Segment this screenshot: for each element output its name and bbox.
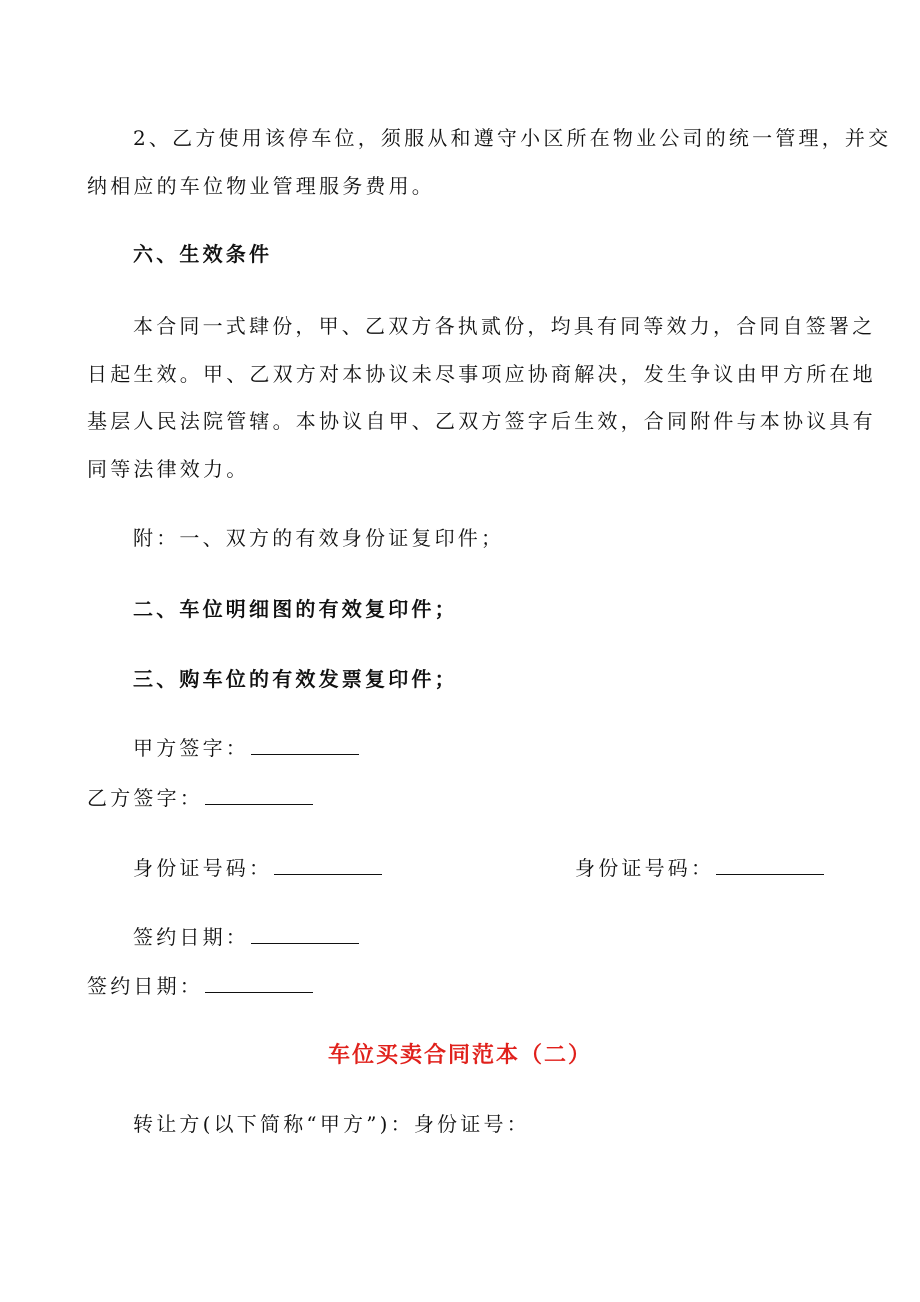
party-a-signature-label: 甲方签字： (133, 736, 249, 760)
sign-date-b-label: 签约日期： (87, 974, 203, 998)
clause-2-line-1: 2、乙方使用该停车位，须服从和遵守小区所在物业公司的统一管理，并交 (133, 126, 892, 150)
sign-date-a-label: 签约日期： (133, 925, 249, 949)
section-6-heading: 六、生效条件 (133, 242, 273, 266)
clause-2-line-2: 纳相应的车位物业管理服务费用。 (87, 174, 435, 198)
section-6-line-1: 本合同一式肆份，甲、乙双方各执贰份，均具有同等效力，合同自签署之 (133, 314, 876, 338)
party-a-signature-blank (251, 736, 359, 755)
section-6-line-3: 基层人民法院管辖。本协议自甲、乙双方签字后生效，合同附件与本协议具有 (87, 409, 876, 433)
section-6-line-2: 日起生效。甲、乙双方对本协议未尽事项应协商解决，发生争议由甲方所在地 (87, 362, 876, 386)
party-b-signature-row (87, 784, 313, 812)
sign-date-b-row (87, 972, 313, 1000)
id-number-a-label: 身份证号码： (133, 856, 273, 880)
attachment-item-3: 三、购车位的有效发票复印件； (133, 667, 458, 691)
party-a-signature-row (133, 734, 359, 762)
party-b-signature-blank (205, 786, 313, 805)
id-number-b-label: 身份证号码： (575, 856, 715, 880)
sign-date-b-blank (205, 974, 313, 993)
section-6-line-4: 同等法律效力。 (87, 457, 250, 481)
id-number-b-blank (716, 856, 824, 875)
party-b-signature-label: 乙方签字： (87, 786, 203, 810)
id-number-a-blank (274, 856, 382, 875)
sign-date-a-row (133, 923, 359, 951)
transferor-line: 转让方(以下简称“甲方”)：身份证号： (133, 1112, 530, 1136)
id-number-b-row (575, 854, 824, 882)
sign-date-a-blank (251, 925, 359, 944)
id-number-a-row (133, 854, 382, 882)
second-contract-title: 车位买卖合同范本（二） (327, 1042, 592, 1068)
attachment-item-1: 附：一、双方的有效身份证复印件； (133, 526, 505, 550)
attachment-item-2: 二、车位明细图的有效复印件； (133, 597, 458, 621)
